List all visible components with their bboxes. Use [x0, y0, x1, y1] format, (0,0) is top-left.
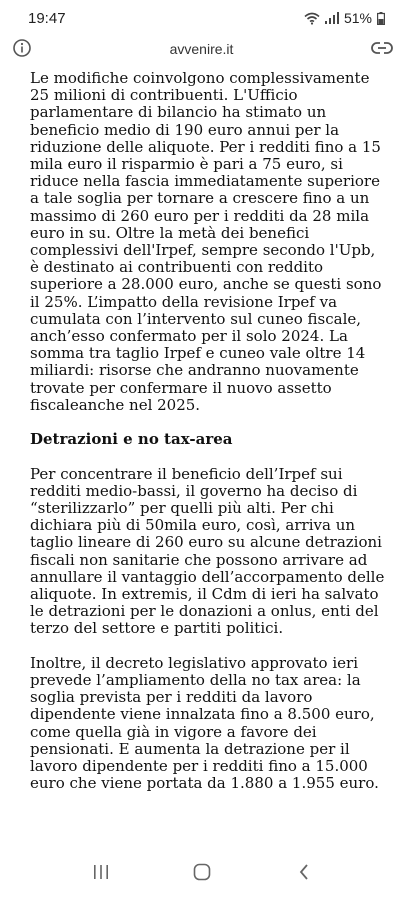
article-paragraph: Inoltre, il decreto legislativo approvato ieri prevede l’ampliamento della no tax area: la soglia prevista per i redditi da lavoro dipendente viene innalzata fino a 8.500 euro, come quella già in vigore a favore dei pensionati. E aumenta la detrazione per il lavoro dipendente per i redditi fino a 15.000 euro che viene portata da 1.880 a 1.955 euro. [30, 653, 379, 793]
system-nav-bar [0, 848, 405, 900]
back-button[interactable] [284, 859, 324, 889]
article-paragraph: Per concentrare il beneficio dell’Irpef sui redditi medio-bassi, il governo ha deciso di “sterilizzarlo” per quelli più alti. Per chi dichiara più di 50mila euro, così, arriva un taglio lineare di 260 euro su alcune detrazioni fiscali non sanitarie che possono arrivare ad annullare il vantaggio dell’accorpamento delle aliquote. In extremis, il Cdm di ieri ha salvato le detrazioni per le donazioni a onlus, enti del terzo del settore e partiti politici. [30, 464, 385, 638]
article-body [30, 70, 385, 810]
article-heading: Detrazioni e no tax-area [30, 430, 233, 449]
wifi-icon [304, 12, 320, 25]
status-bar [0, 0, 405, 36]
article-paragraph: Le modifiche coinvolgono complessivamente 25 milioni di contribuenti. L'Ufficio parlamentare di bilancio ha stimato un beneficio medio di 190 euro annui per la riduzione delle aliquote. Per i redditi fino a 15 mila euro il risparmio è pari a 75 euro, si riduce nella fascia immediatamente superiore a tale soglia per tornare a crescere fino a un massimo di 260 euro per i redditi da 28 mila euro in su. Oltre la metà dei benefici complessivi dell'Irpef, sempre secondo l'Upb, è destinato ai contribuenti con reddito superiore a 28.000 euro, anche se questi sono il 25%. L’impatto della revisione Irpef va cumulata con l’intervento sul cuneo fiscale, anch’esso confermato per il solo 2024. La somma tra taglio Irpef e cuneo vale oltre 14 miliardi: risorse che andranno nuovamente trovate per confermare il nuovo assetto fiscaleanche nel 2025. [30, 69, 382, 414]
recents-button[interactable] [81, 859, 121, 889]
link-icon[interactable] [371, 41, 393, 58]
back-icon [298, 863, 310, 886]
signal-icon [325, 12, 339, 24]
status-time: 19:47 [28, 9, 66, 27]
home-icon [193, 863, 211, 886]
battery-level: 51% [343, 10, 372, 26]
status-icons [304, 10, 385, 26]
info-icon[interactable] [12, 38, 32, 61]
url-bar [0, 36, 405, 62]
recents-icon [92, 864, 110, 885]
battery-icon [377, 12, 385, 25]
home-button[interactable] [182, 859, 222, 889]
url-text[interactable]: avvenire.it [169, 41, 234, 57]
